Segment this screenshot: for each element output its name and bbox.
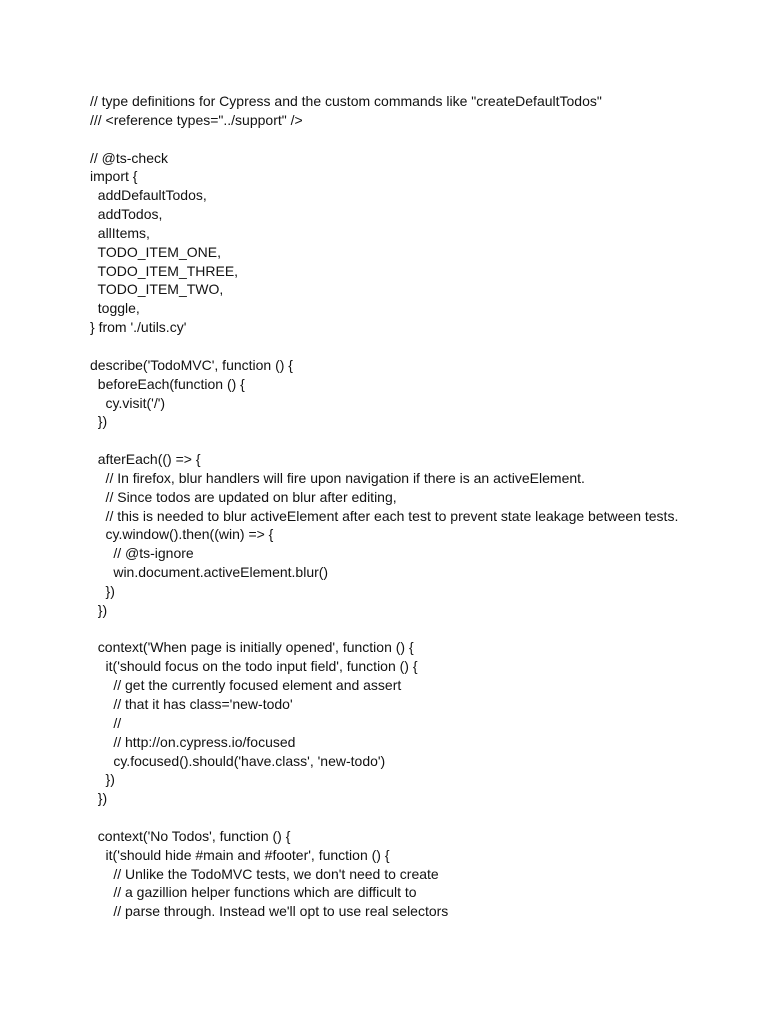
code-line: }): [90, 582, 115, 599]
code-line: // type definitions for Cypress and the custom commands like "createDefaultTodos": [90, 93, 602, 109]
code-line: // http://on.cypress.io/focused: [90, 733, 296, 750]
code-line: beforeEach(function () {: [90, 375, 245, 392]
code-line: TODO_ITEM_ONE,: [90, 243, 221, 260]
code-line: context('When page is initially opened', function () {: [90, 639, 414, 656]
code-line: } from './utils.cy': [90, 319, 187, 336]
code-line: it('should hide #main and #footer', function () {: [90, 846, 390, 863]
code-line: TODO_ITEM_THREE,: [90, 262, 239, 279]
code-line: toggle,: [90, 300, 140, 317]
code-line: [90, 337, 750, 356]
code-line: // Since todos are updated on blur after editing,: [90, 488, 397, 505]
code-line: // Unlike the TodoMVC tests, we don't need to create: [90, 865, 439, 882]
code-line: [90, 620, 750, 639]
code-line: }): [90, 771, 115, 788]
code-line: TODO_ITEM_TWO,: [90, 281, 224, 298]
code-line: cy.visit('/'): [90, 394, 166, 411]
code-line: afterEach(() => {: [90, 451, 201, 468]
code-line: cy.focused().should('have.class', 'new-todo'): [90, 752, 386, 769]
code-line: it('should focus on the todo input field', function () {: [90, 658, 418, 675]
code-line: [90, 808, 750, 827]
code-line: //: [90, 714, 122, 731]
code-listing: [90, 92, 750, 921]
code-line: /// <reference types="../support" />: [90, 111, 303, 128]
code-line: // a gazillion helper functions which are difficult to: [90, 884, 417, 901]
code-line: // @ts-check: [90, 149, 169, 166]
code-line: }): [90, 601, 108, 618]
code-line: }): [90, 413, 108, 430]
code-line: // this is needed to blur activeElement after each test to prevent state leakage between tests.: [90, 507, 679, 524]
code-line: // parse through. Instead we'll opt to use real selectors: [90, 903, 449, 920]
code-line: context('No Todos', function () {: [90, 827, 291, 844]
code-line: describe('TodoMVC', function () {: [90, 356, 293, 373]
code-line: }): [90, 790, 108, 807]
code-line: allItems,: [90, 224, 150, 241]
code-line: // @ts-ignore: [90, 545, 194, 562]
code-line: // In firefox, blur handlers will fire upon navigation if there is an activeElement.: [90, 469, 585, 486]
code-line: import {: [90, 168, 138, 185]
code-line: // that it has class='new-todo': [90, 696, 293, 712]
code-line: cy.window().then((win) => {: [90, 526, 274, 543]
code-line: [90, 130, 750, 149]
code-line: [90, 431, 750, 450]
code-line: addTodos,: [90, 206, 163, 223]
code-line: addDefaultTodos,: [90, 187, 207, 204]
code-line: // get the currently focused element and assert: [90, 677, 402, 694]
code-line: win.document.activeElement.blur(): [90, 564, 329, 581]
